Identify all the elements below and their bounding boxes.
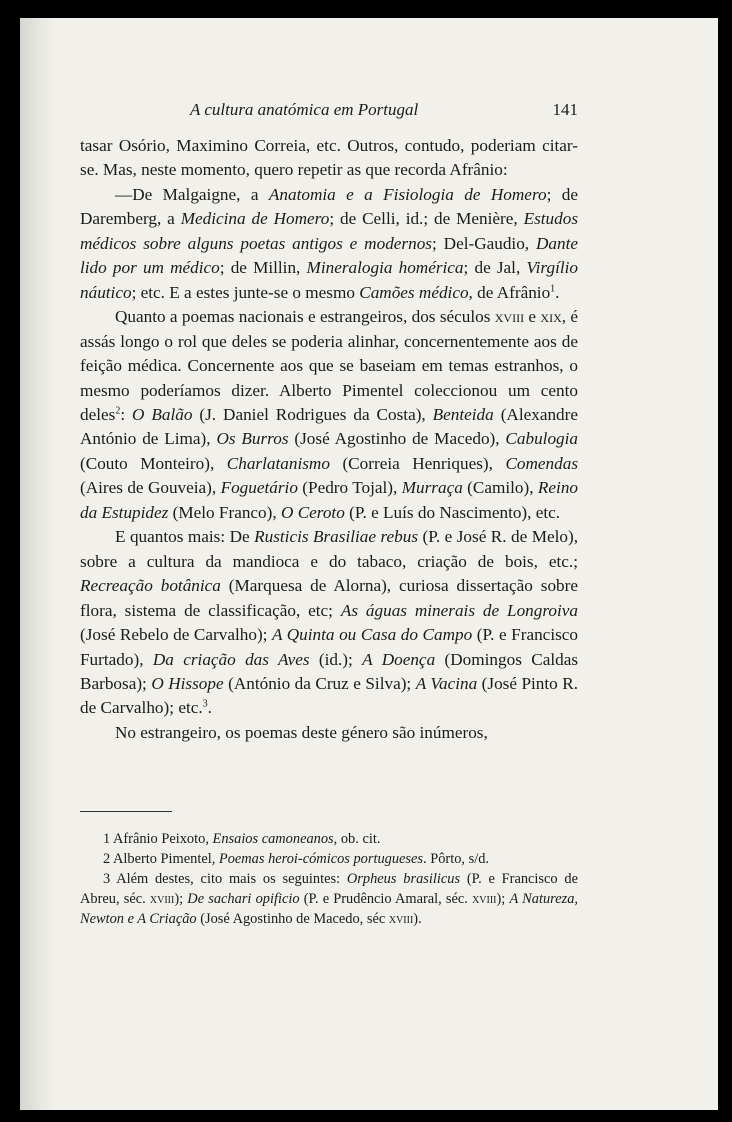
text-run: (id.);	[309, 649, 363, 669]
paragraph	[80, 525, 578, 721]
paragraph	[80, 134, 578, 183]
text-run: , ob. cit.	[333, 831, 381, 848]
text-run: (P. e Francisco Furtado),	[80, 625, 579, 669]
text-run: No estrangeiro, os poemas deste género são inúmeros,	[115, 722, 488, 742]
paragraph	[80, 183, 578, 305]
italic-title: Poemas heroi-cómicos portugueses	[218, 851, 424, 868]
italic-title: Ensaios camoneanos	[212, 831, 334, 848]
text-run: (Correia Henriques),	[329, 453, 506, 473]
italic-title: Mineralogia homérica	[306, 258, 464, 278]
italic-title: A Doença	[362, 649, 436, 669]
italic-title: Da criação das Aves	[152, 649, 310, 669]
italic-title: Medicina de Homero	[180, 209, 330, 229]
italic-title: Charlatanismo	[226, 453, 330, 473]
italic-title: Orpheus brasilicus	[346, 871, 461, 888]
text-run: (Pedro Tojal),	[297, 478, 402, 498]
italic-title: Estudos médicos sobre alguns poetas antigos e modernos	[80, 209, 579, 253]
italic-title: Benteida	[432, 404, 494, 424]
text-run: . Pôrto, s/d.	[423, 851, 489, 868]
text-run: 3 Além destes, cito mais os seguintes:	[103, 871, 347, 888]
text-run: , de Afrânio	[468, 282, 551, 302]
italic-title: Os Burros	[216, 429, 289, 449]
italic-title: De sachari opificio	[187, 891, 300, 908]
italic-title: As águas minerais de Longroiva	[340, 600, 578, 620]
italic-title: Virgílio náutico	[80, 258, 578, 302]
text-run: (Couto Monteiro),	[80, 453, 227, 473]
footnote-ref: 3	[202, 698, 208, 710]
text-run: :	[120, 404, 133, 424]
italic-title: Murraça	[401, 478, 463, 498]
text-run: E quantos mais: De	[115, 527, 255, 547]
text-run: (Alexandre António de Lima),	[80, 404, 578, 449]
text-run: ; de Daremberg, a	[80, 184, 579, 229]
text-run: 2 Alberto Pimentel,	[103, 851, 219, 868]
text-run: xix	[540, 307, 562, 327]
text-run: (Domingos Caldas Barbosa);	[80, 649, 579, 693]
text-run: (P. e Francisco de Abreu, séc.	[80, 871, 579, 908]
text-run: (Melo Franco),	[168, 502, 281, 522]
text-run: tasar Osório, Maximino Correia, etc. Outros, contudo, poderiam citar-se. Mas, neste momento, quero repetir as que recorda Afrânio:	[80, 136, 578, 180]
italic-title: Anatomia e a Fisiologia de Homero	[268, 184, 547, 204]
paragraph	[80, 721, 578, 745]
page-number: 141	[552, 100, 578, 119]
italic-title: A Quinta ou Casa do Campo	[272, 625, 473, 645]
italic-title: A Natureza, Newton e A Criação	[80, 891, 579, 927]
text-run: ; de Millin,	[219, 258, 307, 278]
body-text	[80, 134, 578, 745]
text-run: xviii	[472, 891, 497, 908]
text-run: Quanto a poemas nacionais e estrangeiros, dos séculos	[115, 307, 495, 327]
footnotes	[80, 830, 578, 930]
text-run: (António da Cruz e Silva);	[223, 673, 416, 693]
footnote-rule	[80, 811, 172, 812]
footnote-ref: 2	[115, 405, 121, 417]
text-run: );	[496, 891, 510, 908]
italic-title: O Balão	[132, 404, 193, 424]
text-run: .	[207, 698, 212, 718]
text-run: xviii	[149, 891, 175, 908]
italic-title: Dante lido por um médico	[80, 233, 578, 278]
text-run: e	[524, 307, 541, 327]
text-run: , é assás longo o rol que deles se poderia alinhar, concernentemente aos de feição médica. Concernente aos que se baseiam em temas estranhos, o mesmo poderíamos dizer. Alberto Pimentel coleccionou um cento deles	[80, 307, 578, 424]
italic-title: Cabulogia	[505, 429, 578, 449]
running-title: A cultura anatómica em Portugal	[190, 100, 419, 119]
text-run: —De Malgaigne, a	[115, 184, 269, 204]
text-run: (José Pinto R. de Carvalho); etc.	[80, 673, 579, 718]
footnote	[80, 850, 578, 870]
text-run: ).	[413, 910, 422, 927]
italic-title: Comendas	[505, 453, 579, 473]
italic-title: Foguetário	[220, 478, 298, 498]
italic-title: O Hissope	[151, 673, 224, 693]
text-run: (José Rebelo de Carvalho);	[80, 625, 273, 645]
text-run: 1 Afrânio Peixoto,	[103, 831, 213, 848]
text-run: xviii	[494, 307, 525, 327]
text-run: (P. e Luís do Nascimento), etc.	[344, 502, 561, 522]
italic-title: Recreação botânica	[80, 576, 221, 596]
text-run: .	[555, 282, 560, 302]
text-block	[80, 100, 578, 930]
text-run: (Marquesa de Alorna), curiosa dissertação sobre flora, sistema de classificação, etc;	[80, 576, 578, 620]
text-run: (P. e José R. de Melo), sobre a cultura da mandioca e do tabaco, criação de bois, etc.;	[80, 527, 579, 571]
italic-title: Rusticis Brasiliae rebus	[254, 527, 419, 547]
text-run: ; de Jal,	[463, 258, 527, 278]
italic-title: A Vacina	[415, 673, 478, 693]
footnote	[80, 830, 578, 850]
text-run: (Aires de Gouveia),	[80, 478, 221, 498]
text-run: (José Agostinho de Macedo, séc	[196, 910, 389, 927]
running-header	[80, 100, 578, 134]
text-run: ; etc. E a estes junte-se o mesmo	[131, 282, 360, 302]
book-page	[20, 18, 718, 1110]
italic-title: O Ceroto	[280, 502, 345, 522]
scan-shadow-edge	[20, 18, 54, 1110]
footnote	[80, 870, 578, 930]
footnote-ref: 1	[550, 282, 556, 294]
text-run: (J. Daniel Rodrigues da Costa),	[192, 404, 433, 424]
text-run: ; Del-Gaudio,	[431, 233, 536, 253]
text-run: (José Agostinho de Macedo),	[288, 429, 506, 449]
italic-title: Reino da Estupidez	[80, 478, 579, 522]
text-run: (P. e Prudêncio Amaral, séc.	[299, 891, 473, 908]
paragraph	[80, 305, 578, 525]
italic-title: Camões médico	[359, 282, 469, 302]
text-run: xviii	[388, 910, 414, 927]
text-run: );	[174, 891, 188, 908]
text-run: (Camilo),	[462, 478, 538, 498]
text-run: ; de Celli, id.; de Menière,	[329, 209, 524, 229]
